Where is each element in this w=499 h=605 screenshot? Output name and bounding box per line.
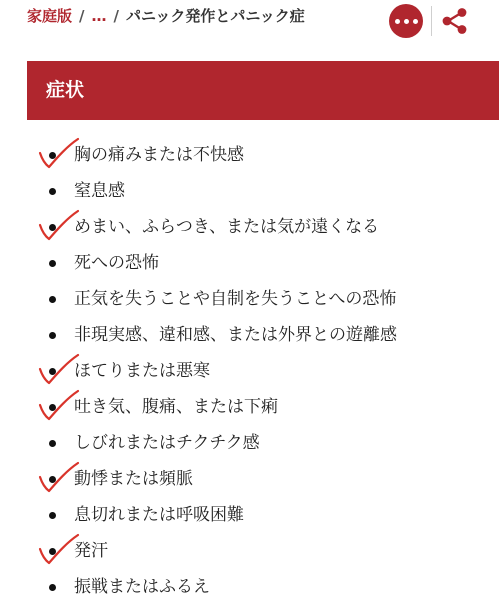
symptom-label: 息切れまたは呼吸困難	[74, 505, 244, 525]
bullet-icon	[49, 584, 56, 591]
section-header	[27, 61, 499, 120]
breadcrumb	[27, 6, 305, 26]
symptom-label: 動悸または頻脈	[74, 469, 193, 489]
list-item	[0, 497, 499, 533]
list-item	[0, 425, 499, 461]
top-bar	[0, 0, 499, 42]
symptom-label: 非現実感、違和感、または外界との遊離感	[74, 325, 397, 345]
bullet-icon	[49, 260, 56, 267]
bullet-icon	[49, 512, 56, 519]
list-item	[0, 389, 499, 425]
list-item	[0, 353, 499, 389]
list-item	[0, 137, 499, 173]
more-horizontal-icon	[395, 19, 400, 24]
list-item	[0, 173, 499, 209]
handwritten-check-icon	[38, 533, 88, 569]
symptom-label: 振戦またはふるえ	[74, 577, 210, 597]
handwritten-check-icon	[38, 353, 88, 389]
symptom-label: 死への恐怖	[74, 253, 159, 273]
list-item	[0, 533, 499, 569]
breadcrumb-current: パニック発作とパニック症	[125, 7, 305, 25]
bullet-icon	[49, 296, 56, 303]
section-title: 症状	[46, 79, 85, 101]
symptom-label: しびれまたはチクチク感	[74, 433, 260, 453]
list-item	[0, 245, 499, 281]
breadcrumb-separator: /	[113, 7, 119, 25]
more-options-button[interactable]	[389, 4, 423, 38]
symptom-label: 吐き気、腹痛、または下痢	[74, 397, 278, 417]
share-icon[interactable]	[438, 5, 470, 37]
symptom-label: ほてりまたは悪寒	[74, 361, 210, 381]
toolbar-divider	[431, 6, 432, 36]
symptom-label: 発汗	[74, 541, 108, 561]
list-item	[0, 317, 499, 353]
breadcrumb-ellipsis-link[interactable]: …	[91, 7, 107, 25]
list-item	[0, 209, 499, 245]
breadcrumb-home-link[interactable]: 家庭版	[27, 7, 73, 25]
symptom-label: 胸の痛みまたは不快感	[74, 145, 244, 165]
handwritten-check-icon	[38, 461, 88, 497]
handwritten-check-icon	[38, 137, 88, 173]
symptom-label: 窒息感	[74, 181, 125, 201]
breadcrumb-separator: /	[79, 7, 85, 25]
bullet-icon	[49, 188, 56, 195]
symptom-label: 正気を失うことや自制を失うことへの恐怖	[74, 289, 397, 309]
bullet-icon	[49, 332, 56, 339]
list-item	[0, 281, 499, 317]
list-item	[0, 461, 499, 497]
symptom-label: めまい、ふらつき、または気が遠くなる	[74, 217, 380, 237]
handwritten-check-icon	[38, 389, 88, 425]
handwritten-check-icon	[38, 209, 88, 245]
bullet-icon	[49, 440, 56, 447]
